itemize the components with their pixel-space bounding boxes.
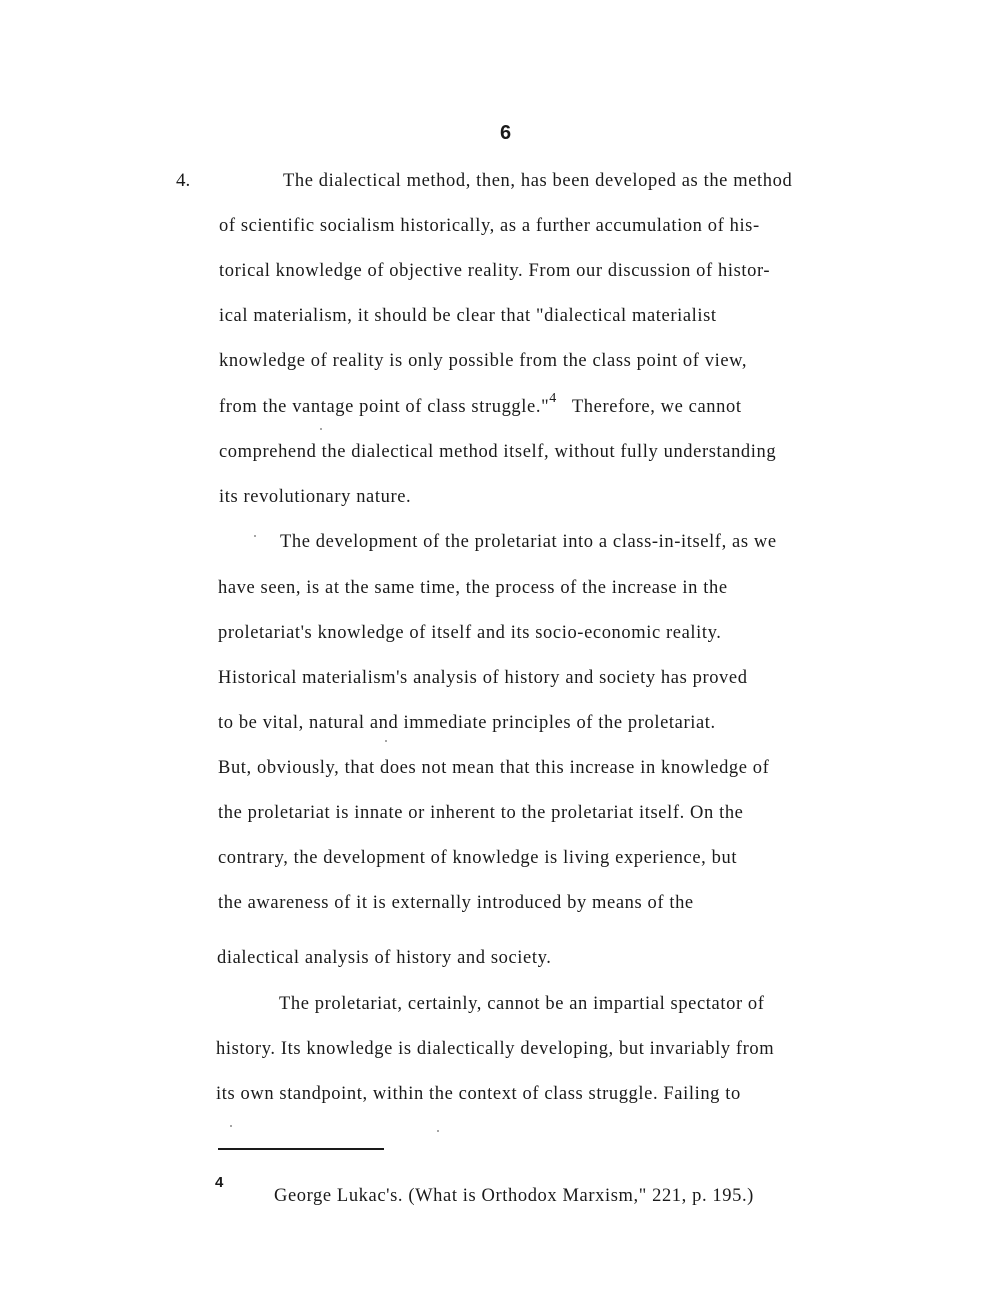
text-line: knowledge of reality is only possible from the class point of view, <box>219 351 748 371</box>
text-line: the proletariat is innate or inherent to the proletariat itself. On the <box>218 803 744 823</box>
text-line: dialectical analysis of history and society. <box>217 948 552 968</box>
text-line: The dialectical method, then, has been developed as the method <box>283 171 793 191</box>
scan-speck <box>385 740 387 742</box>
text-line: history. Its knowledge is dialectically developing, but invariably from <box>216 1039 775 1059</box>
footnote-mark: 4 <box>215 1174 224 1191</box>
scan-speck <box>437 1130 439 1132</box>
scan-speck <box>230 1125 232 1127</box>
quote-end-text: from the vantage point of class struggle." <box>219 397 550 417</box>
text-line: Historical materialism's analysis of history and society has proved <box>218 668 748 688</box>
text-line: The proletariat, certainly, cannot be an impartial spectator of <box>279 994 765 1014</box>
text-line: comprehend the dialectical method itself, without fully understanding <box>219 442 777 462</box>
text-line: the awareness of it is externally introduced by means of the <box>218 893 694 913</box>
text-line: have seen, is at the same time, the process of the increase in the <box>218 578 728 598</box>
text-line: torical knowledge of objective reality. From our discussion of histor- <box>219 261 771 281</box>
page-number: 6 <box>500 122 512 144</box>
footnote-text: George Lukac's. (What is Orthodox Marxism," 221, p. 195.) <box>274 1186 754 1206</box>
text-line: its revolutionary nature. <box>219 487 412 507</box>
text-line: of scientific socialism historically, as a further accumulation of his- <box>219 216 760 236</box>
text-line: its own standpoint, within the context of class struggle. Failing to <box>216 1084 741 1104</box>
text-line: ical materialism, it should be clear that "dialectical materialist <box>219 306 717 326</box>
scan-speck <box>320 428 322 430</box>
text-line: proletariat's knowledge of itself and its socio-economic reality. <box>218 623 722 643</box>
text-line: contrary, the development of knowledge is living experience, but <box>218 848 738 868</box>
section-number: 4. <box>176 170 191 191</box>
sentence-text: Therefore, we cannot <box>571 397 742 417</box>
scan-speck <box>254 535 256 537</box>
text-line <box>219 391 742 420</box>
text-line: The development of the proletariat into a class-in-itself, as we <box>280 532 777 552</box>
text-line: But, obviously, that does not mean that this increase in knowledge of <box>218 758 770 778</box>
text-line: to be vital, natural and immediate principles of the proletariat. <box>218 713 716 733</box>
footnote-rule <box>218 1148 384 1150</box>
footnote-reference: 4 <box>549 391 557 406</box>
